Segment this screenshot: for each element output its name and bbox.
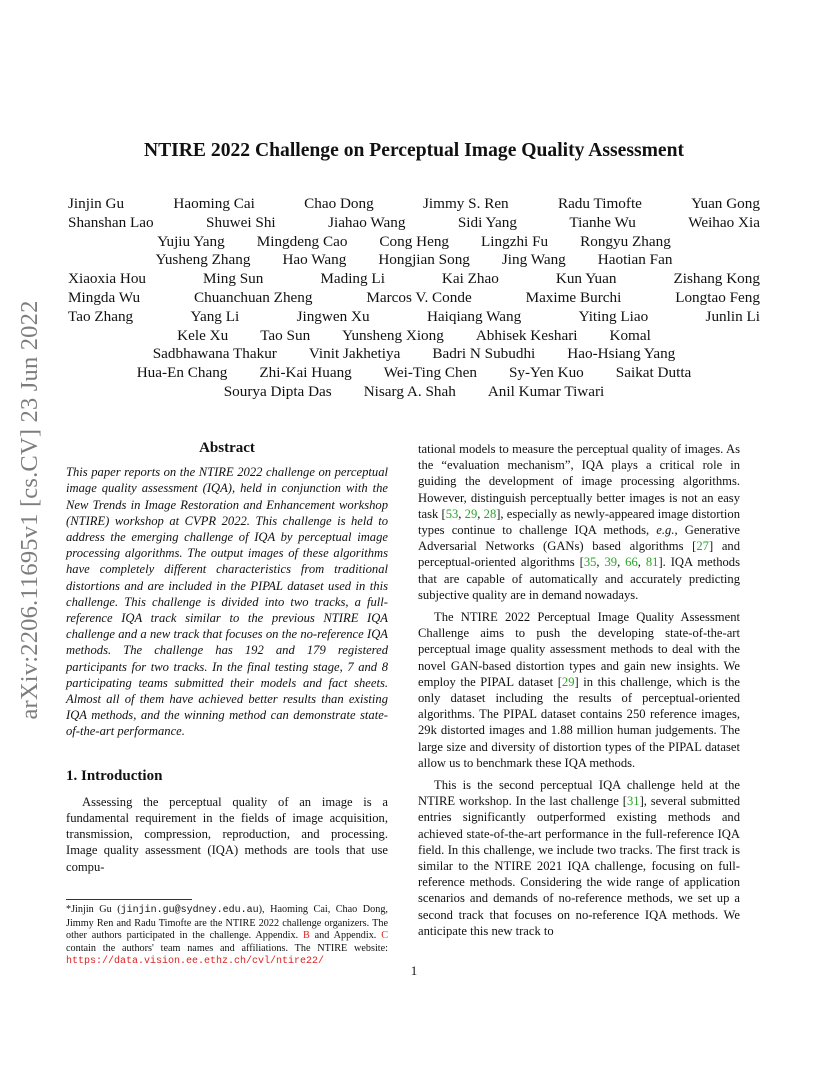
author-name: Badri N Subudhi <box>432 345 536 363</box>
citation-link[interactable]: 81 <box>645 555 659 570</box>
citation-link[interactable]: 31 <box>626 794 640 809</box>
citation-link[interactable]: 53 <box>445 506 459 521</box>
author-name: Sadbhawana Thakur <box>152 345 277 363</box>
author-name: Sy-Yen Kuo <box>508 364 584 382</box>
ntire-website-link[interactable]: https://data.vision.ee.ethz.ch/cvl/ntire22/ <box>66 956 325 968</box>
author-name: Hongjian Song <box>378 251 470 269</box>
author-name: Yunsheng Xiong <box>342 326 444 344</box>
author-name: Radu Timofte <box>557 195 642 212</box>
author-name: Xiaoxia Hou <box>68 270 147 288</box>
author-name: Shuwei Shi <box>206 213 276 231</box>
author-name: Saikat Dutta <box>615 364 692 382</box>
author-line <box>66 327 762 346</box>
author-name: Jing Wang <box>501 251 566 269</box>
author-name: Tao Zhang <box>68 307 134 325</box>
author-name: Sourya Dipta Das <box>223 382 332 400</box>
author-name: Jingwen Xu <box>296 307 370 325</box>
citation-link[interactable]: 29 <box>561 674 575 689</box>
paper-title: NTIRE 2022 Challenge on Perceptual Image Quality Assessment <box>143 140 685 161</box>
author-line <box>66 308 762 327</box>
author-line <box>66 270 762 289</box>
author-name: Kele Xu <box>177 326 229 344</box>
appendix-b-link[interactable]: B <box>303 930 310 942</box>
author-name: Marcos V. Conde <box>366 288 472 306</box>
author-name: Nisarg A. Shah <box>363 382 456 400</box>
arxiv-identifier: arXiv:2206.11695v1 [cs.CV] 23 Jun 2022 <box>16 300 43 720</box>
author-name: Yang Li <box>190 307 240 325</box>
author-name: Cong Heng <box>379 232 450 250</box>
author-list <box>66 195 762 402</box>
author-name: Jiahao Wang <box>328 213 406 231</box>
right-paragraph-3: This is the second perceptual IQA challenge held at the NTIRE workshop. In the last challenge [31], several submitted entries significantly outperformed existing methods and achieved state-of-the-art performance in the full-reference IQA field. In this challenge, we include two tracks. The first track is similar to the NTIRE 2021 IQA challenge, focusing on full-reference methods. Considering the wide range of application scenarios and demands of no-reference methods, we set up a second track that focuses on no-reference IQA methods. We anticipate this new track to <box>418 778 740 938</box>
intro-paragraph: Assessing the perceptual quality of an image is a fundamental requirement in the fields of image acquisition, transmission, compression, reproduction, and processing. Image quality assessment (IQA) methods are tools that use compu- <box>66 794 388 874</box>
citation-link[interactable]: 27 <box>696 539 709 554</box>
author-name: Rongyu Zhang <box>580 232 671 250</box>
citation-link[interactable]: 28 <box>483 506 497 521</box>
author-name: Kai Zhao <box>441 270 499 288</box>
author-name: Ming Sun <box>203 270 264 288</box>
abstract-heading: Abstract <box>199 440 255 456</box>
author-name: Sidi Yang <box>457 213 517 231</box>
author-name: Zhi-Kai Huang <box>259 364 352 382</box>
author-name: Anil Kumar Tiwari <box>487 382 605 400</box>
author-name: Mading Li <box>320 270 385 288</box>
author-line <box>66 233 762 252</box>
right-paragraph-2: The NTIRE 2022 Perceptual Image Quality Assessment Challenge aims to push the developing state-of-the-art perceptual image quality assessment methods to deal with the novel GAN-based distortion types and gain new insights. We employ the PIPAL dataset [29] in this challenge, which is the only dataset including the results of perceptual-oriented algorithms. The PIPAL dataset contains 250 reference images, 29k distorted images and 1.88 million human judgements. The large size and diversity of distortion types of the PIPAL dataset allow us to benchmark these IQA methods. <box>418 610 740 770</box>
citation-link[interactable]: 35 <box>583 555 597 570</box>
author-name: Tao Sun <box>260 326 311 344</box>
left-column <box>66 440 388 875</box>
author-name: Wei-Ting Chen <box>383 364 477 382</box>
author-name: Haotian Fan <box>597 251 673 269</box>
arxiv-sidebar <box>8 290 52 730</box>
author-name: Longtao Feng <box>675 288 760 306</box>
author-line <box>66 345 762 364</box>
author-name: Kun Yuan <box>555 270 617 288</box>
citation-link[interactable]: 66 <box>625 555 638 570</box>
author-line <box>66 214 762 233</box>
author-line <box>66 195 762 214</box>
page-number: 1 <box>410 963 418 978</box>
author-name: Abhisek Keshari <box>475 326 578 344</box>
right-paragraph-1: tational models to measure the perceptual quality of images. As the “evaluation mechanism”, IQA plays a critical role in guiding the development of image processing algorithms. However, distinguish perceptually better images is not an easy task [53, 29, 28], especially as newly-appeared image distortion types continue to challenge IQA methods, e.g., Generative Adversarial Networks (GANs) based algorithms [27] and perceptual-oriented algorithms [35, 39, 66, 81]. IQA methods that are capable of automatically and accurately predicting subjective quality are in demand nowadays. <box>418 442 740 602</box>
author-name: Chuanchuan Zheng <box>193 288 313 306</box>
author-name: Yujiu Yang <box>157 232 225 250</box>
author-name: Jimmy S. Ren <box>423 195 509 212</box>
appendix-c-link[interactable]: C <box>381 930 388 942</box>
abstract-text: This paper reports on the NTIRE 2022 challenge on perceptual image quality assessment (IQA), held in conjunction with the New Trends in Image Restoration and Enhancement workshop (NTIRE) workshop at CVPR 2022. This challenge is held to address the emerging challenge of IQA by perceptual image processing algorithms. The output images of these algorithms have completely different characteristics from traditional distortions and are included in the PIPAL dataset used in this challenge. This challenge is divided into two tracks, a full-reference IQA track similar to the previous NTIRE IQA challenge and a new track that focuses on the no-reference IQA methods. The challenge has 192 and 179 registered participants for two tracks. In the final testing stage, 7 and 8 participating teams submitted their models and fact sheets. Almost all of them have achieved better results than existing IQA methods, and the winning method can demonstrate state-of-the-art performance. <box>66 465 388 739</box>
footnote: *Jinjin Gu (jinjin.gu@sydney.edu.au), Haoming Cai, Chao Dong, Jimmy Ren and Radu Timofte are the NTIRE 2022 challenge organizers. The other authors participated in the challenge. Appendix. B and Appendix. C contain the authors' team names and affiliations. The NTIRE website: https://data.vision.ee.ethz.ch/cvl/ntire22/ <box>66 904 388 968</box>
author-name: Jinjin Gu <box>68 195 125 212</box>
author-name: Komal <box>609 326 651 344</box>
author-name: Hao-Hsiang Yang <box>567 345 676 363</box>
citation-link[interactable]: 39 <box>604 555 618 570</box>
introduction-heading: 1. Introduction <box>66 767 163 784</box>
author-name: Yiting Liao <box>578 307 649 325</box>
author-name: Mingda Wu <box>68 288 141 306</box>
author-name: Mingdeng Cao <box>256 232 348 250</box>
author-line <box>66 383 762 402</box>
author-name: Junlin Li <box>705 307 760 325</box>
author-line <box>66 289 762 308</box>
author-name: Yusheng Zhang <box>155 251 251 269</box>
author-name: Haiqiang Wang <box>426 307 522 325</box>
author-name: Weihao Xia <box>688 213 760 231</box>
author-name: Chao Dong <box>304 195 374 212</box>
author-name: Shanshan Lao <box>68 213 154 231</box>
author-name: Lingzhi Fu <box>481 232 549 250</box>
right-column <box>418 441 740 939</box>
author-name: Hao Wang <box>282 251 347 269</box>
author-name: Maxime Burchi <box>525 288 622 306</box>
author-name: Tianhe Wu <box>569 213 636 231</box>
author-name: Yuan Gong <box>691 195 760 212</box>
author-name: Haoming Cai <box>173 195 255 212</box>
author-line <box>66 251 762 270</box>
author-line <box>66 364 762 383</box>
author-name: Zishang Kong <box>673 270 760 288</box>
email-link[interactable]: jinjin.gu@sydney.edu.au <box>120 905 259 916</box>
author-name: Vinit Jakhetiya <box>308 345 401 363</box>
citation-link[interactable]: 29 <box>464 506 478 521</box>
footnote-rule <box>66 899 192 900</box>
author-name: Hua-En Chang <box>136 364 228 382</box>
